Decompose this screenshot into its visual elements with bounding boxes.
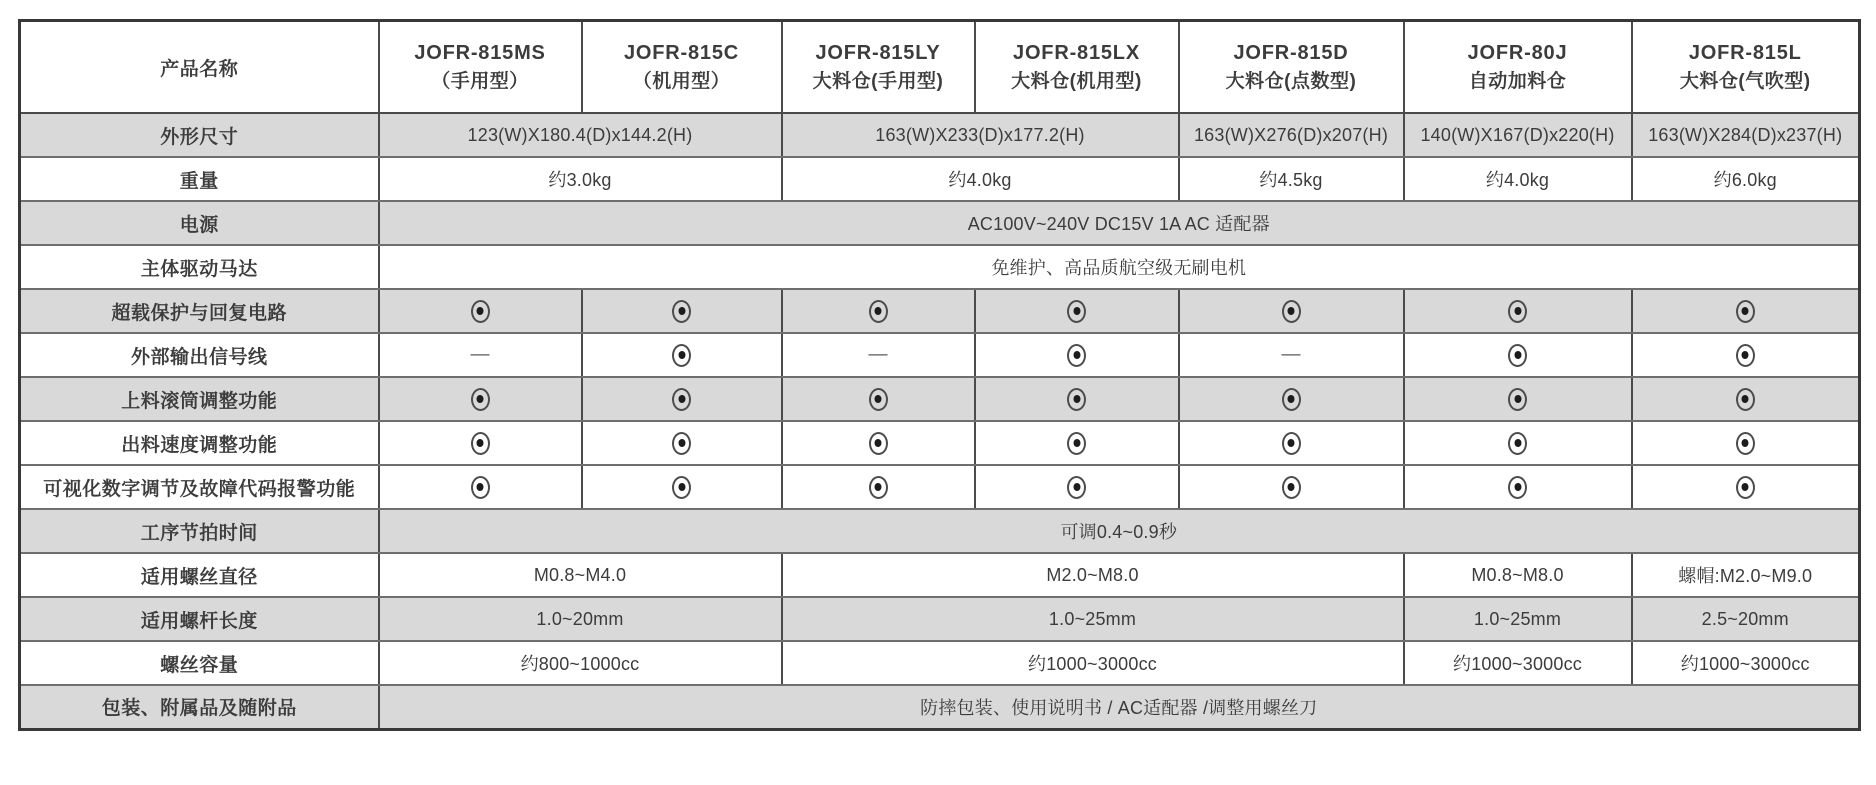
circled-dot-icon	[869, 476, 888, 499]
product-column-header	[1404, 21, 1632, 114]
spec-row-label: 包装、附属品及随附品	[20, 685, 379, 729]
circled-dot-icon	[1508, 432, 1527, 455]
spec-cell: 163(W)X284(D)x237(H)	[1632, 113, 1860, 157]
product-variant: （手用型）	[431, 70, 529, 92]
table-row	[20, 201, 1860, 245]
spec-cell: 1.0~25mm	[1404, 597, 1632, 641]
product-model: JOFR-815C	[623, 41, 739, 64]
spec-cell: 163(W)X276(D)x207(H)	[1179, 113, 1404, 157]
table-row	[20, 641, 1860, 685]
spec-cell	[1404, 289, 1632, 333]
circled-dot-icon	[1736, 476, 1755, 499]
spec-cell	[1179, 289, 1404, 333]
spec-cell: —	[782, 333, 975, 377]
circled-dot-icon	[1736, 344, 1755, 367]
spec-cell	[379, 465, 582, 509]
spec-cell: —	[379, 333, 582, 377]
spec-cell: 1.0~20mm	[379, 597, 782, 641]
table-row	[20, 157, 1860, 201]
product-column-header	[1179, 21, 1404, 114]
spec-cell: 约1000~3000cc	[782, 641, 1404, 685]
circled-dot-icon	[869, 432, 888, 455]
circled-dot-icon	[1067, 432, 1086, 455]
circled-dot-icon	[1736, 300, 1755, 323]
product-variant: 大料仓(手用型)	[812, 70, 944, 92]
spec-cell	[782, 377, 975, 421]
spec-cell	[1179, 465, 1404, 509]
spec-cell: 约4.0kg	[782, 157, 1179, 201]
circled-dot-icon	[1067, 344, 1086, 367]
spec-cell: 约1000~3000cc	[1404, 641, 1632, 685]
product-column-header	[582, 21, 782, 114]
spec-cell: AC100V~240V DC15V 1A AC 适配器	[379, 201, 1860, 245]
product-variant: 大料仓(点数型)	[1225, 70, 1357, 92]
table-row	[20, 245, 1860, 289]
spec-row-label: 螺丝容量	[20, 641, 379, 685]
table-row	[20, 333, 1860, 377]
spec-cell	[379, 289, 582, 333]
spec-cell	[379, 421, 582, 465]
spec-row-label: 电源	[20, 201, 379, 245]
spec-cell: 螺帽:M2.0~M9.0	[1632, 553, 1860, 597]
spec-cell	[1179, 421, 1404, 465]
table-row	[20, 289, 1860, 333]
circled-dot-icon	[672, 476, 691, 499]
circled-dot-icon	[1067, 476, 1086, 499]
spec-cell	[975, 377, 1179, 421]
product-model: JOFR-815LY	[815, 41, 941, 64]
circled-dot-icon	[1508, 300, 1527, 323]
circled-dot-icon	[869, 300, 888, 323]
spec-cell	[582, 289, 782, 333]
product-variant: （机用型）	[632, 70, 731, 92]
circled-dot-icon	[1282, 300, 1301, 323]
spec-cell	[782, 465, 975, 509]
circled-dot-icon	[1282, 476, 1301, 499]
spec-cell: 防摔包装、使用说明书 / AC适配器 /调整用螺丝刀	[379, 685, 1860, 729]
spec-cell	[1632, 421, 1860, 465]
spec-cell: 约3.0kg	[379, 157, 782, 201]
product-column-header	[975, 21, 1179, 114]
spec-sheet-page	[0, 19, 1876, 785]
spec-row-label: 超载保护与回复电路	[20, 289, 379, 333]
spec-row-label: 外形尺寸	[20, 113, 379, 157]
spec-cell: —	[1179, 333, 1404, 377]
spec-cell: 免维护、高品质航空级无刷电机	[379, 245, 1860, 289]
spec-cell	[975, 465, 1179, 509]
spec-cell	[1632, 333, 1860, 377]
spec-row-label: 出料速度调整功能	[20, 421, 379, 465]
spec-row-label: 可视化数字调节及故障代码报警功能	[20, 465, 379, 509]
spec-cell: M0.8~M8.0	[1404, 553, 1632, 597]
product-variant: 自动加料仓	[1468, 70, 1567, 92]
spec-cell: 2.5~20mm	[1632, 597, 1860, 641]
circled-dot-icon	[1508, 344, 1527, 367]
spec-cell: M2.0~M8.0	[782, 553, 1404, 597]
spec-cell: 约1000~3000cc	[1632, 641, 1860, 685]
spec-cell	[582, 377, 782, 421]
product-column-header	[379, 21, 582, 114]
table-row	[20, 377, 1860, 421]
spec-cell	[782, 289, 975, 333]
product-model: JOFR-815L	[1688, 41, 1802, 64]
product-name-header: 产品名称	[20, 21, 379, 114]
circled-dot-icon	[471, 388, 490, 411]
spec-cell: 约6.0kg	[1632, 157, 1860, 201]
spec-row-label: 适用螺丝直径	[20, 553, 379, 597]
table-row	[20, 509, 1860, 553]
spec-cell	[1404, 421, 1632, 465]
circled-dot-icon	[1508, 388, 1527, 411]
product-model: JOFR-815D	[1233, 41, 1349, 64]
spec-cell	[1404, 333, 1632, 377]
circled-dot-icon	[672, 300, 691, 323]
spec-row-label: 工序节拍时间	[20, 509, 379, 553]
table-header-row	[20, 21, 1860, 114]
circled-dot-icon	[471, 432, 490, 455]
spec-row-label: 外部输出信号线	[20, 333, 379, 377]
spec-cell: 约4.5kg	[1179, 157, 1404, 201]
circled-dot-icon	[1736, 388, 1755, 411]
spec-cell	[582, 465, 782, 509]
spec-cell	[975, 421, 1179, 465]
spec-cell: 约800~1000cc	[379, 641, 782, 685]
circled-dot-icon	[672, 388, 691, 411]
spec-row-label: 重量	[20, 157, 379, 201]
spec-cell	[582, 333, 782, 377]
circled-dot-icon	[1736, 432, 1755, 455]
spec-cell: 1.0~25mm	[782, 597, 1404, 641]
table-row	[20, 685, 1860, 729]
product-model: JOFR-80J	[1467, 41, 1568, 64]
table-row	[20, 597, 1860, 641]
spec-cell: 163(W)X233(D)x177.2(H)	[782, 113, 1179, 157]
product-variant: 大料仓(机用型)	[1011, 70, 1142, 92]
table-row	[20, 421, 1860, 465]
spec-cell	[1404, 377, 1632, 421]
circled-dot-icon	[471, 476, 490, 499]
spec-row-label: 主体驱动马达	[20, 245, 379, 289]
spec-cell: 可调0.4~0.9秒	[379, 509, 1860, 553]
product-column-header	[1632, 21, 1860, 114]
circled-dot-icon	[672, 344, 691, 367]
spec-cell	[1179, 377, 1404, 421]
product-variant: 大料仓(气吹型)	[1679, 70, 1811, 92]
circled-dot-icon	[471, 300, 490, 323]
product-model: JOFR-815MS	[414, 41, 546, 64]
spec-cell	[975, 289, 1179, 333]
spec-cell	[1404, 465, 1632, 509]
spec-cell	[1632, 289, 1860, 333]
table-row	[20, 553, 1860, 597]
spec-row-label: 上料滚筒调整功能	[20, 377, 379, 421]
spec-cell	[1632, 377, 1860, 421]
table-row	[20, 465, 1860, 509]
spec-cell	[582, 421, 782, 465]
product-model: JOFR-815LX	[1013, 41, 1140, 64]
circled-dot-icon	[1282, 388, 1301, 411]
product-column-header	[782, 21, 975, 114]
spec-cell	[379, 377, 582, 421]
spec-cell: 140(W)X167(D)x220(H)	[1404, 113, 1632, 157]
circled-dot-icon	[672, 432, 691, 455]
product-spec-table	[18, 19, 1861, 731]
circled-dot-icon	[1067, 300, 1086, 323]
spec-cell	[1632, 465, 1860, 509]
spec-row-label: 适用螺杆长度	[20, 597, 379, 641]
circled-dot-icon	[869, 388, 888, 411]
spec-cell: M0.8~M4.0	[379, 553, 782, 597]
circled-dot-icon	[1067, 388, 1086, 411]
circled-dot-icon	[1508, 476, 1527, 499]
spec-cell	[782, 421, 975, 465]
table-row	[20, 113, 1860, 157]
spec-cell: 123(W)X180.4(D)x144.2(H)	[379, 113, 782, 157]
spec-cell	[975, 333, 1179, 377]
spec-cell: 约4.0kg	[1404, 157, 1632, 201]
circled-dot-icon	[1282, 432, 1301, 455]
